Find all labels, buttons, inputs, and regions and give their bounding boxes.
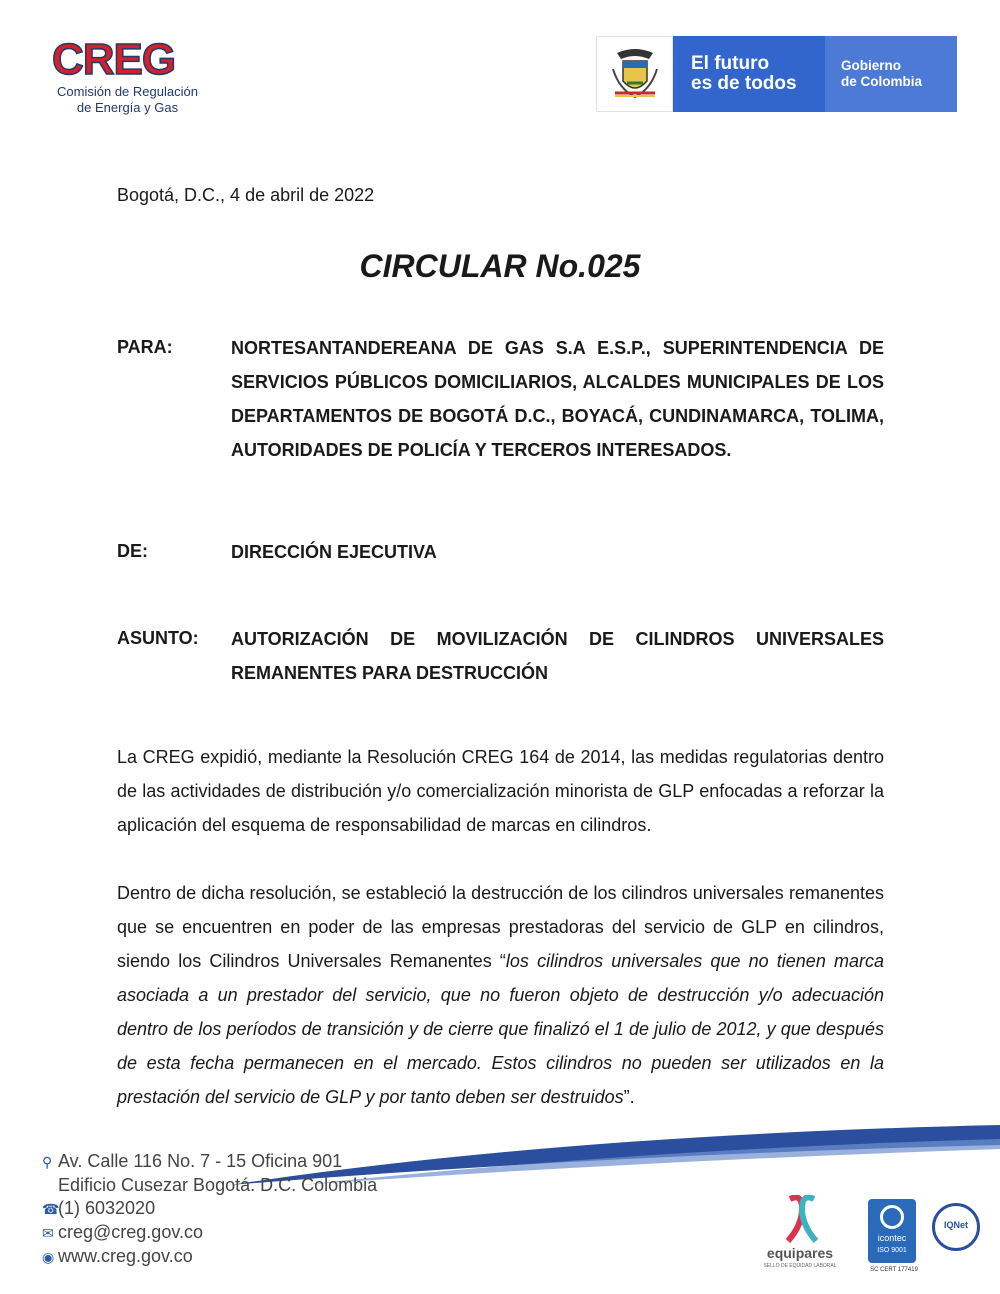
email-text[interactable]: creg@creg.gov.co bbox=[58, 1222, 204, 1242]
footer-phone bbox=[42, 1198, 155, 1219]
colombia-coat-of-arms-icon bbox=[596, 36, 673, 112]
icontec-label: icontec bbox=[877, 1233, 907, 1243]
phone-text: (1) 6032020 bbox=[58, 1198, 156, 1218]
de-label: DE: bbox=[117, 541, 148, 561]
gov-name-line2: de Colombia bbox=[841, 74, 923, 89]
government-banner bbox=[596, 36, 957, 112]
icontec-ring-icon bbox=[880, 1205, 904, 1229]
address-line1-text: Av. Calle 116 No. 7 - 15 Oficina 901 bbox=[58, 1151, 343, 1171]
creg-logo-text: CREG bbox=[52, 36, 176, 80]
phone-icon: ☎ bbox=[42, 1201, 60, 1217]
para-recipients: NORTESANTANDEREANA DE GAS S.A E.S.P., SUPERINTENDENCIA DE SERVICIOS PÚBLICOS DOMICILIARIOS, ALCALDES MUNICIPALES DE LOS DEPARTAMENTOS DE BOGOTÁ D.C., BOYACÁ, CUNDINAMARCA, TOLIMA, AUTORIDADES DE POLICÍA Y TERCEROS INTERESADOS. bbox=[231, 338, 884, 460]
creg-logo bbox=[50, 36, 210, 120]
paragraph-2-tail: ”. bbox=[623, 1087, 635, 1107]
iqnet-seal bbox=[932, 1203, 980, 1251]
gov-name-line1: Gobierno bbox=[841, 58, 901, 73]
website-text[interactable]: www.creg.gov.co bbox=[58, 1246, 193, 1266]
de-sender: DIRECCIÓN EJECUTIVA bbox=[231, 542, 437, 562]
equipares-label: equipares bbox=[766, 1245, 834, 1261]
gov-name bbox=[825, 36, 957, 112]
envelope-icon: ✉ bbox=[42, 1225, 54, 1241]
footer-website[interactable] bbox=[42, 1246, 193, 1267]
iso-label: ISO 9001 bbox=[877, 1247, 907, 1254]
globe-icon: ◉ bbox=[42, 1249, 55, 1265]
asunto-subject: AUTORIZACIÓN DE MOVILIZACIÓN DE CILINDROS UNIVERSALES REMANENTES PARA DESTRUCCIÓN bbox=[231, 629, 884, 683]
paragraph-2-lead: Dentro de dicha resolución, se estableció la destrucción de los cilindros universales remanentes que se encuentren en poder de las empresas prestadoras del servicio de GLP en cilindros, siendo los Cilindros Universales Remanentes “ bbox=[117, 883, 884, 971]
document-title: CIRCULAR No.025 bbox=[359, 248, 641, 284]
cert-code: SC CERT 177419 bbox=[870, 1267, 918, 1273]
body-paragraph-1: La CREG expidió, mediante la Resolución CREG 164 de 2014, las medidas regulatorias dentro de las actividades de distribución y/o comercialización minorista de GLP enfocadas a reforzar la aplicación del esquema de responsabilidad de marcas en cilindros. bbox=[117, 747, 884, 835]
document-date: Bogotá, D.C., 4 de abril de 2022 bbox=[117, 185, 375, 205]
iqnet-label: IQNet bbox=[943, 1220, 968, 1230]
footer-email[interactable] bbox=[42, 1222, 203, 1243]
body-paragraph-2 bbox=[117, 876, 884, 1114]
gov-slogan-line1: El futuro bbox=[691, 53, 770, 74]
para-label: PARA: bbox=[117, 337, 173, 357]
asunto-label: ASUNTO: bbox=[117, 628, 199, 648]
certification-seals bbox=[760, 1195, 985, 1285]
gov-slogan-line2: es de todos bbox=[691, 73, 797, 94]
creg-subtitle-line2: de Energía y Gas bbox=[76, 100, 179, 115]
address-line2-text: Edificio Cusezar Bogotá. D.C. Colombia bbox=[58, 1175, 378, 1195]
gov-slogan bbox=[673, 36, 825, 112]
equipares-seal bbox=[760, 1195, 840, 1285]
equipares-sublabel: SELLO DE EQUIDAD LABORAL bbox=[763, 1263, 837, 1269]
footer-address-line1 bbox=[42, 1151, 342, 1172]
creg-subtitle-line1: Comisión de Regulación bbox=[57, 84, 198, 99]
paragraph-2-quote: los cilindros universales que no tienen marca asociada a un prestador del servicio, que no fueron objeto de destrucción y/o adecuación dentro de los períodos de transición y de cierre que finalizó el 1 de julio de 2012, y que después de esta fecha permanecen en el mercado. Estos cilindros no pueden ser utilizados en la prestación del servicio de GLP y por tanto deben ser destruidos bbox=[117, 951, 884, 1107]
icontec-seal bbox=[868, 1199, 916, 1263]
creg-wordmark bbox=[50, 36, 200, 80]
location-pin-icon: ⚲ bbox=[42, 1154, 53, 1170]
equipares-ribbon-icon bbox=[780, 1195, 824, 1245]
